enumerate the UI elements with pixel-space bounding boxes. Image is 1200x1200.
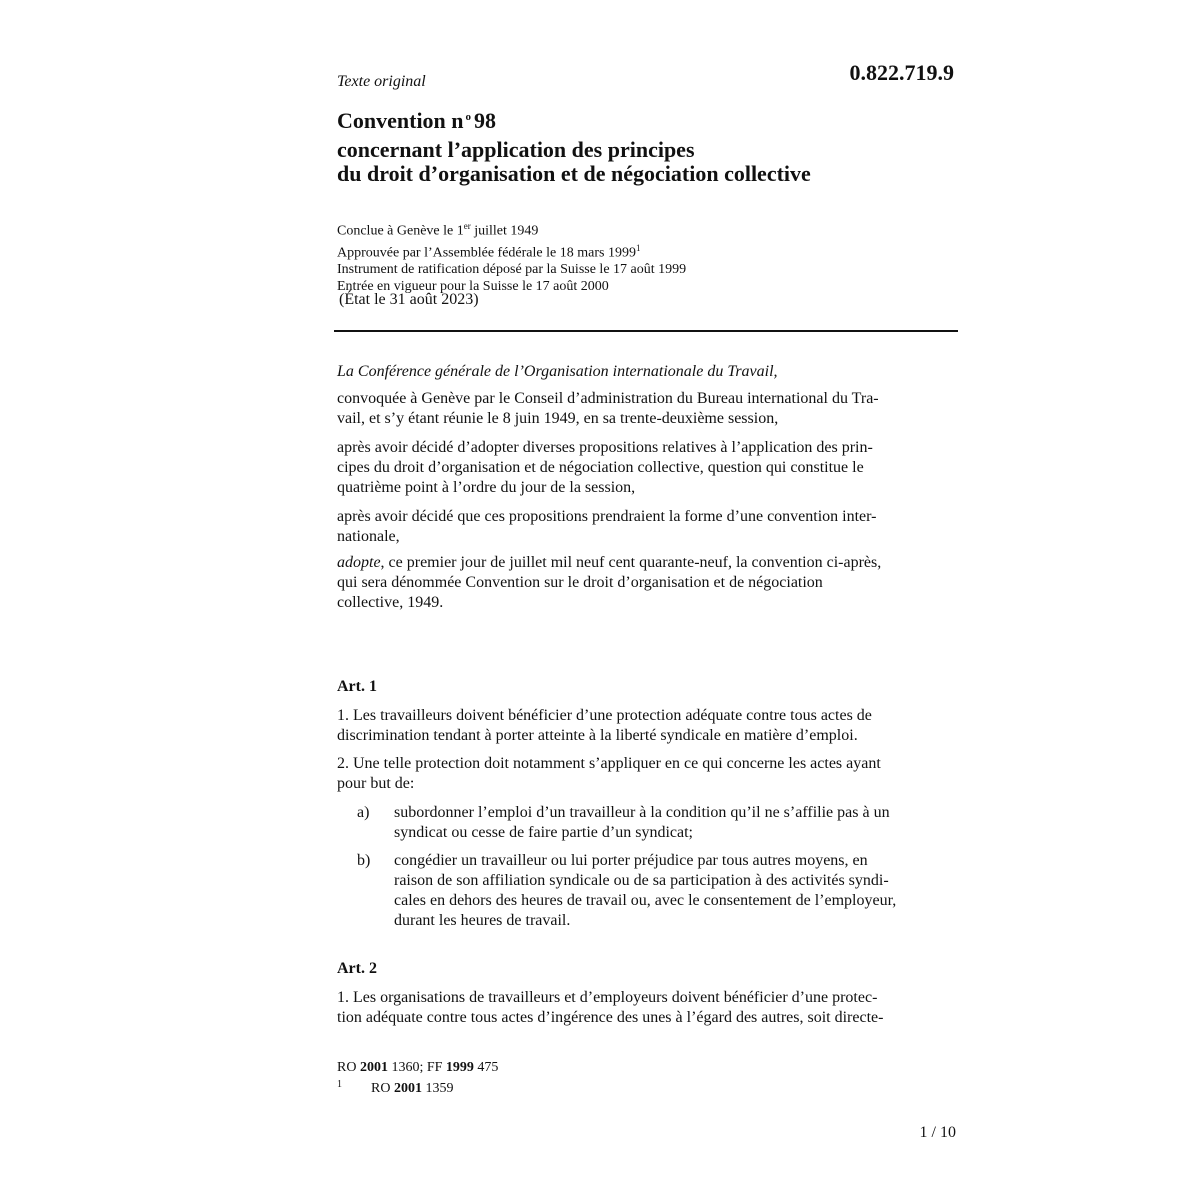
- title-line-2: concernant l’application des principes: [337, 136, 695, 162]
- page-number: 1 / 10: [919, 1124, 956, 1141]
- article-1-item-b: b) congédier un travailleur ou lui porter préjudice par tous autres moyens, en raison de son affiliation syndicale ou de sa participation à des activités syndi- cales en dehors des heures de travail ou, avec le consentement de l’employeur, durant les heures de travail.: [357, 852, 897, 929]
- title-line-1: Convention n $^o$ 98: [337, 108, 497, 133]
- header-divider: [334, 330, 958, 332]
- footnote-ref: 1: [635, 243, 641, 254]
- concluded-line: Conclue à Genève le 1er juillet 1949: [337, 221, 539, 239]
- ratification-line: Instrument de ratification déposé par la Suisse le 17 août 1999: [337, 262, 687, 278]
- footnote-1: RO 2001 1359: [371, 1081, 454, 1096]
- approved-line: Approuvée par l’Assemblée fédérale le 18 mars 1999$^1$: [337, 243, 641, 261]
- preamble-intro: La Conférence générale de l’Organisation internationale du Travail,: [337, 363, 778, 380]
- document-page: [337, 0, 958, 1200]
- preamble-para-2: après avoir décidé d’adopter diverses propositions relatives à l’application des prin- cipes du droit d’organisation et de négociation collective, question qui constitue le quatrième point à l’ordre du jour de la session,: [337, 439, 873, 496]
- document-number: 0.822.719.9: [849, 60, 954, 85]
- article-1-para-1: 1. Les travailleurs doivent bénéficier d’une protection adéquate contre tous actes de discrimination tendant à porter atteinte à la liberté syndicale en matière d’emploi.: [337, 707, 872, 744]
- publication-reference: RO 2001 1360; FF 1999 475: [337, 1060, 499, 1075]
- article-1-heading: Art. 1: [337, 678, 377, 695]
- article-2-heading: Art. 2: [337, 960, 377, 977]
- preamble-para-1: convoquée à Genève par le Conseil d’administration du Bureau international du Tra- vail, et s’y étant réunie le 8 juin 1949, en sa trente-deuxième session,: [337, 390, 879, 427]
- convention-metadata: [337, 218, 686, 295]
- convention-title: [337, 109, 811, 187]
- footnote-1-marker: 1: [337, 1079, 342, 1090]
- original-text-label: Texte original: [337, 73, 426, 90]
- title-line-3: du droit d’organisation et de négociation collective: [337, 161, 811, 186]
- article-1-item-a: a) subordonner l’emploi d’un travailleur à la condition qu’il ne s’affilie pas à un syndicat ou cesse de faire partie d’un syndicat;: [357, 804, 890, 841]
- article-2-para-1: 1. Les organisations de travailleurs et d’employeurs doivent bénéficier d’une protec- tion adéquate contre tous actes d’ingérence des unes à l’égard des autres, soit directe-: [337, 989, 884, 1026]
- preamble-para-4: adopte, ce premier jour de juillet mil neuf cent quarante-neuf, la convention ci-après, qui sera dénommée Convention sur le droit d’organisation et de négociation collective, 1949.: [337, 554, 882, 611]
- entry-line: Entrée en vigueur pour la Suisse le 17 août 2000: [337, 278, 609, 294]
- status-date: (État le 31 août 2023): [339, 291, 479, 308]
- preamble-para-3: après avoir décidé que ces propositions prendraient la forme d’une convention inter- nationale,: [337, 508, 877, 545]
- article-1-para-2: 2. Une telle protection doit notamment s’appliquer en ce qui concerne les actes ayant pour but de:: [337, 755, 881, 792]
